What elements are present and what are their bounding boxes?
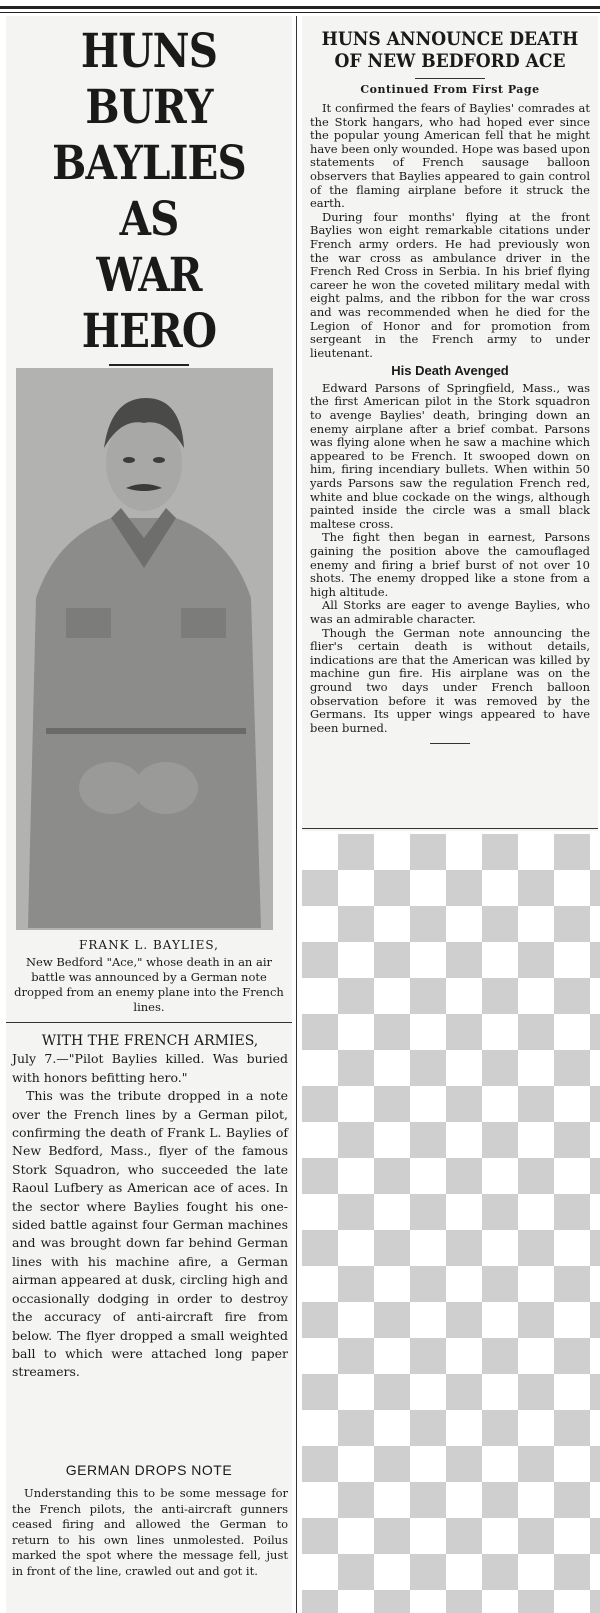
right-paragraph-5: All Storks are eager to avenge Baylies, who was an admirable character.: [310, 598, 590, 626]
dateline: WITH THE FRENCH ARMIES,: [41, 1033, 259, 1049]
masthead-rule-thick: [0, 6, 600, 9]
right-paragraph-2: During four months' flying at the front Baylies won eight remarkable citations under French army orders. He had previously won the war cross as ambulance driver in the French Red Cross in Serbia. In his brief flying career he won the coveted military medal with eight palms, and the ribbon for the war cross and was recommended when he died for the Legion of Honor and for promotion from sergeant in the French army to under lieutenant.: [310, 209, 590, 360]
left-article-body: [12, 1032, 288, 1382]
article-paragraph-3: Understanding this to be some message for the French pilots, the anti-aircraft gunners ceased firing and allowed the German to return to his own lines unmolested. Poilus marked the spot where the message fell, just in front of the line, crawled out and got it.: [12, 1486, 288, 1578]
right-paragraph-3: Edward Parsons of Springfield, Mass., was the first American pilot in the Stork squadron to avenge Baylies' death, bringing down an enemy airplane after a brief combat. Parsons was flying alone when he saw a machine which appeared to be French. It swooped down on him, firing incendiary bullets. When within 50 yards Parsons saw the regulation French red, white and blue cockade on the wings, although painted inside the circle was a small black maltese cross.: [310, 380, 590, 531]
left-article-continued: [12, 1486, 288, 1580]
left-headline: HUNS BURY BAYLIES AS WAR HERO: [52, 24, 246, 359]
right-paragraph-1: It confirmed the fears of Baylies' comrades at the Stork hangars, who had hoped ever since the popular young American fell that he might have been only wounded. Hope was based upon statements of French sausage balloon observers that Baylies appeared to gain control of the flaming airplane before it struck the earth.: [310, 101, 590, 211]
right-headline: HUNS ANNOUNCE DEATH OF NEW BEDFORD ACE: [321, 28, 579, 72]
article-paragraph-2: This was the tribute dropped in a note over the French lines by a German pilot, confirming the death of Frank L. Baylies of New Bedford, Mass., flyer of the famous Stork Squadron, who succeeded the late Raoul Lufbery as American ace of aces. In the sector where Baylies fought his one-sided battle against four German machines and was brought down far behind German lines with his machine afire, a German airman appeared at dusk, circling high and occasionally dodging in order to destroy the accuracy of anti-aircraft fire from below. The flyer dropped a small weighted ball to which were attached long paper streamers.: [12, 1088, 288, 1380]
section-heading: GERMAN DROPS NOTE: [65, 1462, 233, 1478]
article-paragraph-1: July 7.—"Pilot Baylies killed. Was buried with honors befitting hero.": [12, 1051, 288, 1085]
transparent-area: [302, 834, 600, 1613]
right-paragraph-6: Though the German note announcing the flier's certain death is without details, indications are that the American was killed by machine gun fire. His airplane was on the ground two days under French balloon observation before it was removed by the Germans. Its upper wings appeared to have been burned.: [310, 625, 590, 735]
right-article-body: [310, 102, 590, 735]
article-end-rule: [430, 743, 470, 744]
right-paragraph-4: The fight then began in earnest, Parsons gaining the position above the camouflaged enemy and firing a brief burst of not over 10 shots. The enemy dropped like a stone from a high altitude.: [310, 530, 590, 599]
right-column: [302, 16, 598, 831]
photo-caption-name: FRANK L. BAYLIES,: [79, 938, 219, 952]
right-headline-rule: [415, 78, 485, 79]
portrait-figure-icon: [16, 368, 273, 930]
masthead-rule-thin: [0, 12, 600, 13]
right-column-bottom-rule: [302, 828, 598, 829]
caption-rule: [6, 1022, 292, 1023]
continued-line: Continued From First Page: [360, 83, 540, 96]
photo-caption: New Bedford "Ace," whose death in an air battle was announced by a German note dropped from an enemy plane into the French lines.: [14, 955, 284, 1014]
right-subheading: His Death Avenged: [391, 363, 509, 379]
portrait-photo: [16, 368, 273, 930]
headline-rule: [109, 364, 189, 366]
column-divider: [296, 16, 297, 1613]
